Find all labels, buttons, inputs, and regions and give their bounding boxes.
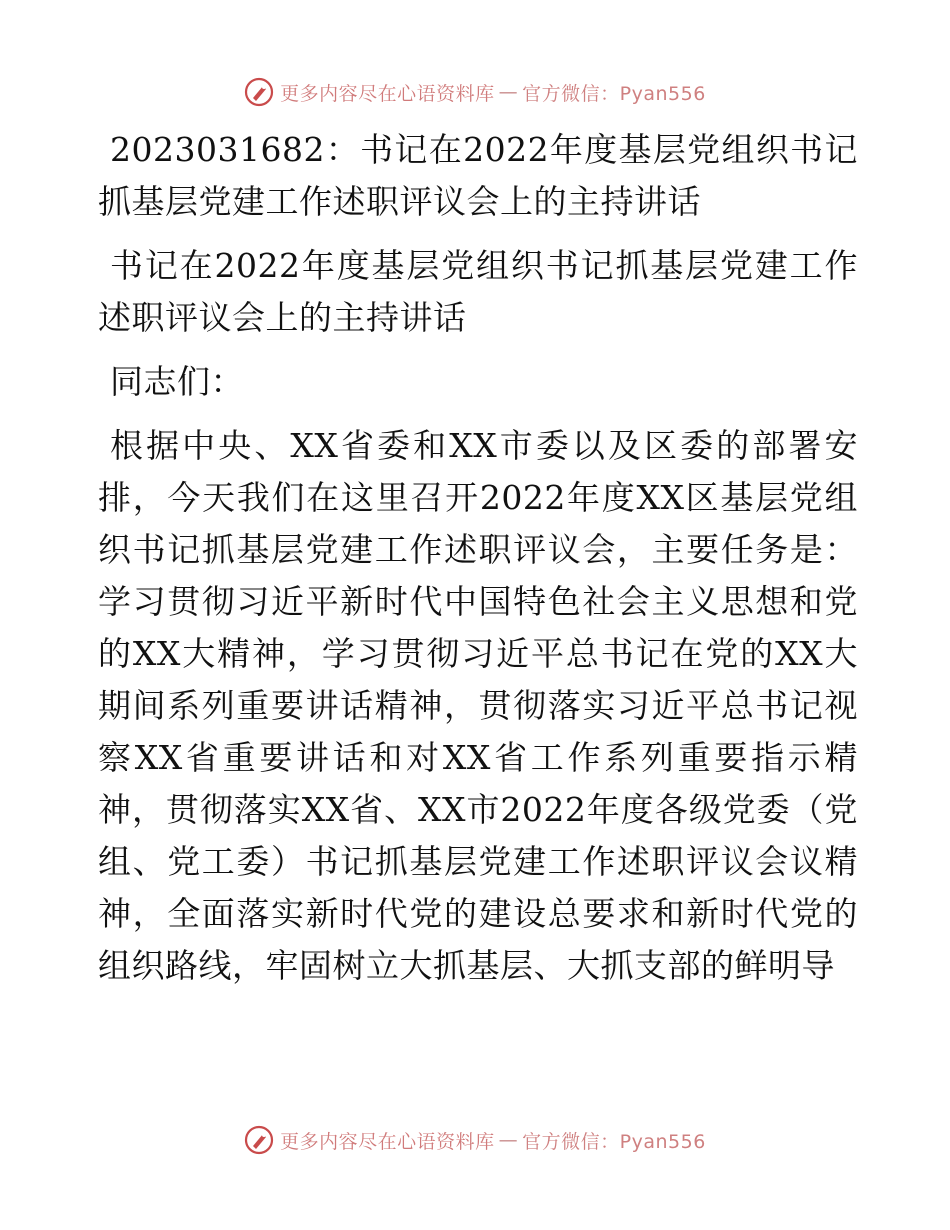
watermark-suffix: 官方微信：Pyan556 [522, 1130, 706, 1153]
document-body [98, 124, 858, 992]
document-subtitle: 书记在2022年度基层党组织书记抓基层党建工作述职评议会上的主持讲话 [98, 246, 858, 337]
watermark-text: 更多内容尽在心语资料库 [280, 1130, 495, 1153]
pen-nib-logo-icon [244, 1125, 274, 1155]
greeting: 同志们： [110, 362, 244, 401]
watermark-separator: — [498, 1129, 519, 1151]
body-paragraph: 根据中央、XX省委和XX市委以及区委的部署安排，今天我们在这里召开2022年度XX区基层党组织书记抓基层党建工作述职评议会，主要任务是：学习贯彻习近平新时代中国特色社会主义思想和党的XX大精神，学习贯彻习近平总书记在党的XX大期间系列重要讲话精神，贯彻落实习近平总书记视察XX省重要讲话和对XX省工作系列重要指示精神，贯彻落实XX省、XX市2022年度各级党委（党组、党工委）书记抓基层党建工作述职评议会议精神，全面落实新时代党的建设总要求和新时代党的组织路线，牢固树立大抓基层、大抓支部的鲜明导 [98, 426, 858, 985]
footer-watermark [0, 1120, 950, 1160]
watermark-text: 更多内容尽在心语资料库 [280, 82, 495, 105]
watermark-separator: — [498, 81, 519, 103]
document-title: 2023031682：书记在2022年度基层党组织书记抓基层党建工作述职评议会上的主持讲话 [98, 130, 858, 221]
header-watermark [0, 72, 950, 112]
pen-nib-logo-icon [244, 77, 274, 107]
watermark-suffix: 官方微信：Pyan556 [522, 82, 706, 105]
